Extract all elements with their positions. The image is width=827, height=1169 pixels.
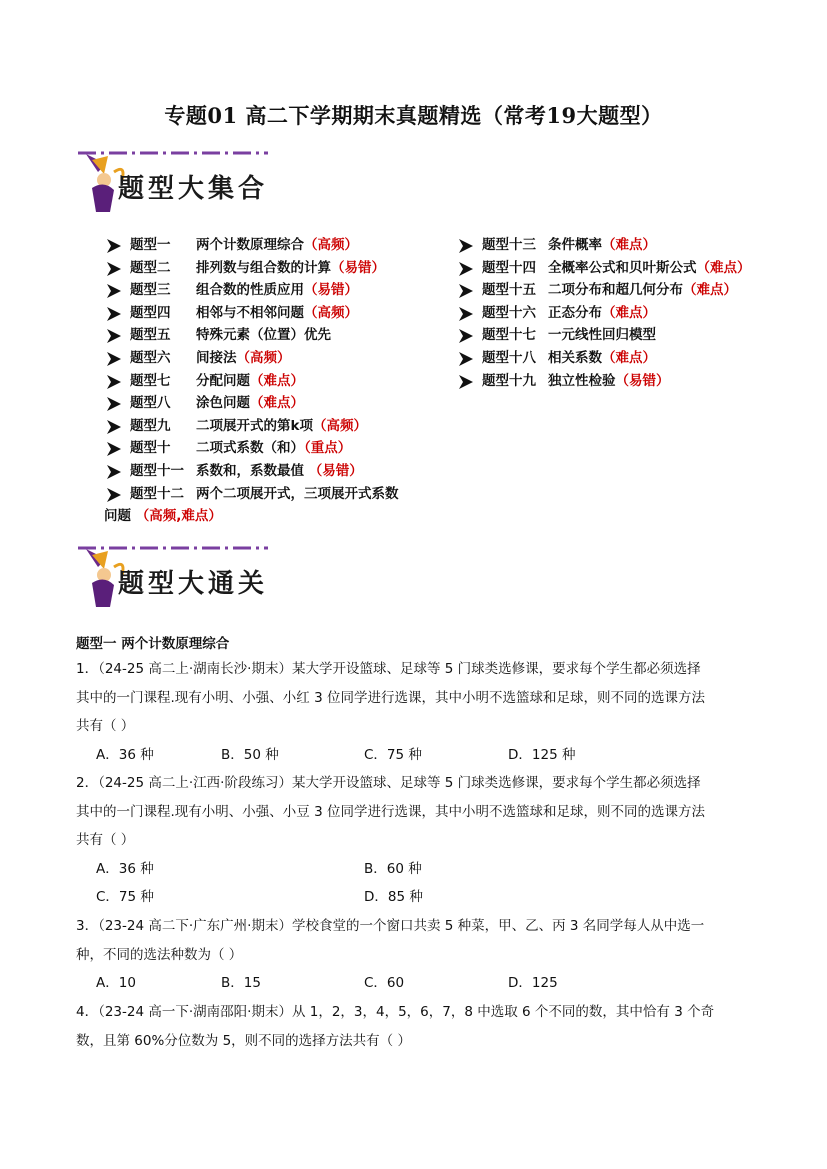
toc-item-number: 题型十七 — [482, 327, 536, 344]
arrowhead-bullet-icon — [106, 464, 122, 480]
toc-item-tag: （重点） — [304, 440, 352, 457]
arrowhead-bullet-icon — [106, 283, 122, 299]
toc-item-name: 两个二项展开式，三项展开式系数 — [196, 485, 399, 502]
question-text: 3．（23-24 高二下·广东广州·期末）学校食堂的一个窗口共卖 5 种菜，甲、乙、丙 3 名同学每人从中选一 — [76, 918, 705, 934]
toc-item-name: 二项分布和超几何分布 — [548, 282, 683, 299]
question-text: 共有（ ） — [76, 718, 135, 734]
toc-item-number: 题型七 — [130, 372, 171, 389]
option-c: C．60 — [364, 975, 405, 991]
toc-item-tag: （难点） — [696, 259, 751, 276]
section-heading: 题型一 两个计数原理综合 — [76, 636, 230, 652]
question-text: 1．（24-25 高二上·湖南长沙·期末）某大学开设篮球、足球等 5 门球类选修课，要求每个学生都必须选择 — [76, 661, 701, 677]
toc-item-number: 题型十六 — [482, 304, 536, 321]
toc-item-name: 间接法 — [196, 349, 237, 366]
options-row — [76, 741, 756, 770]
option-a: A．36 种 — [96, 746, 154, 763]
question-2 — [76, 769, 756, 912]
toc-item-name: 二项式系数（和） — [196, 440, 304, 457]
toc-item-tag: （难点） — [250, 395, 304, 412]
toc-item-tag: （难点） — [602, 349, 656, 366]
question-text: 4．（23-24 高一下·湖南邵阳·期末）从 1，2，3，4，5，6，7，8 中选取 6 个不同的数，其中恰有 3 个奇 — [76, 1004, 715, 1020]
question-text: 共有（ ） — [76, 832, 135, 848]
toc-right-column — [456, 234, 751, 392]
toc-item-number: 题型六 — [130, 349, 171, 366]
toc-item-name: 全概率公式和贝叶斯公式 — [548, 259, 697, 276]
toc-item-tag: （难点） — [683, 282, 737, 299]
toc-item — [456, 370, 751, 393]
banner-title: 题型大通关 — [118, 569, 269, 599]
section-banner-collection — [78, 150, 308, 218]
toc-item-name: 相关系数 — [548, 349, 602, 366]
toc-item-name: 二项展开式的第k项 — [196, 417, 313, 434]
toc-item — [456, 234, 751, 257]
toc-item-tag: （易错） — [304, 462, 363, 479]
toc-item — [104, 483, 399, 506]
toc-item-tag: （高频） — [304, 304, 358, 321]
arrowhead-bullet-icon — [106, 328, 122, 344]
question-text: 数，且第 60%分位数为 5，则不同的选择方法共有（ ） — [76, 1032, 411, 1049]
option-d: D．125 — [508, 975, 558, 991]
arrowhead-bullet-icon — [106, 351, 122, 367]
toc-item-number: 题型四 — [130, 304, 171, 321]
toc-item — [456, 279, 751, 302]
banner-divider — [78, 150, 268, 156]
arrowhead-bullet-icon — [106, 238, 122, 254]
options-row — [76, 969, 756, 998]
toc-item — [104, 279, 399, 302]
toc-item-tag: （易错） — [304, 282, 358, 299]
option-c: C．75 种 — [96, 889, 154, 905]
toc-item — [104, 460, 399, 483]
toc-item-name: 分配问题 — [196, 372, 250, 389]
options-row — [76, 855, 756, 884]
toc-item-tag: （难点） — [602, 237, 656, 253]
arrowhead-bullet-icon — [458, 238, 474, 254]
toc-item-name: 一元线性回归模型 — [548, 327, 656, 344]
toc-item-number: 题型十五 — [482, 282, 536, 299]
toc-item-number: 题型十九 — [482, 372, 536, 389]
toc-left-column — [104, 234, 399, 528]
question-4 — [76, 998, 756, 1055]
toc-item-number: 题型十八 — [482, 349, 536, 366]
toc-item — [456, 324, 751, 347]
toc-item-name: 正态分布 — [548, 304, 602, 321]
toc-item-number: 题型五 — [130, 327, 171, 344]
toc-item-name: 系数和，系数最值 — [196, 462, 304, 479]
arrowhead-bullet-icon — [458, 328, 474, 344]
arrowhead-bullet-icon — [106, 396, 122, 412]
arrowhead-bullet-icon — [106, 374, 122, 390]
toc-item-number: 题型十四 — [482, 259, 536, 276]
option-d: D．125 种 — [508, 746, 576, 763]
toc-item-tag: （易错） — [331, 259, 385, 276]
option-a: A．10 — [96, 975, 136, 991]
toc-item-tag: （高频） — [312, 417, 367, 434]
toc-item — [104, 302, 399, 325]
arrowhead-bullet-icon — [458, 283, 474, 299]
page-title: 专题01 高二下学期期末真题精选（常考19大题型） — [164, 103, 663, 128]
question-text: 种，不同的选法种数为（ ） — [76, 946, 243, 963]
toc-item-name: 相邻与不相邻问题 — [196, 304, 304, 321]
arrowhead-bullet-icon — [106, 419, 122, 435]
question-3 — [76, 912, 756, 998]
arrowhead-bullet-icon — [106, 261, 122, 277]
arrowhead-bullet-icon — [458, 306, 474, 322]
toc-item-tag: （难点） — [602, 304, 656, 321]
toc-item-number: 题型十一 — [130, 462, 184, 479]
toc-item — [104, 392, 399, 415]
toc-item-tag: （高频,难点） — [131, 508, 222, 525]
option-d: D．85 种 — [364, 889, 423, 905]
toc-item-name: 组合数的性质应用 — [196, 282, 304, 299]
toc-item-name: 特殊元素（位置）优先 — [196, 327, 331, 344]
toc-item-number: 题型八 — [130, 395, 171, 412]
toc-item — [456, 257, 751, 280]
toc-item — [456, 302, 751, 325]
toc-item-name: 条件概率 — [548, 237, 602, 253]
section-banner-practice — [78, 545, 308, 613]
options-row — [76, 883, 756, 912]
toc-item-number: 题型十二 — [130, 485, 184, 502]
option-c: C．75 种 — [364, 746, 422, 763]
toc-item — [104, 234, 399, 257]
toc-item-continuation — [104, 505, 399, 528]
toc-item-number: 题型十 — [130, 440, 171, 457]
question-text: 其中的一门课程.现有小明、小强、小红 3 位同学进行选课，其中小明不选篮球和足球，则不同的选课方法 — [76, 689, 705, 706]
toc-item-tag: （易错） — [615, 372, 670, 389]
question-text: 其中的一门课程.现有小明、小强、小豆 3 位同学进行选课，其中小明不选篮球和足球，则不同的选课方法 — [76, 803, 705, 820]
toc-item — [456, 347, 751, 370]
toc-item-name: 问题 — [104, 508, 131, 525]
arrowhead-bullet-icon — [458, 374, 474, 390]
toc-item-number: 题型三 — [130, 282, 171, 299]
arrowhead-bullet-icon — [458, 261, 474, 277]
question-1 — [76, 655, 756, 769]
arrowhead-bullet-icon — [458, 351, 474, 367]
toc-item — [104, 257, 399, 280]
toc-item-tag: （难点） — [250, 372, 304, 389]
toc-item-tag: （高频） — [236, 349, 291, 366]
toc-item-number: 题型一 — [130, 237, 171, 253]
toc-item-name: 独立性检验 — [548, 372, 616, 389]
option-b: B．50 种 — [221, 746, 279, 763]
toc-item-name: 两个计数原理综合 — [196, 237, 304, 253]
question-text: 2．（24-25 高二上·江西·阶段练习）某大学开设篮球、足球等 5 门球类选修课，要求每个学生都必须选择 — [76, 775, 701, 791]
toc-item-name: 涂色问题 — [196, 395, 250, 412]
banner-title: 题型大集合 — [118, 174, 269, 204]
arrowhead-bullet-icon — [106, 441, 122, 457]
toc-item-name: 排列数与组合数的计算 — [196, 259, 331, 276]
arrowhead-bullet-icon — [106, 306, 122, 322]
toc-item — [104, 347, 399, 370]
toc-item-tag: （高频） — [304, 237, 358, 253]
toc-item-number: 题型二 — [130, 259, 171, 276]
banner-divider — [78, 545, 268, 551]
toc-item — [104, 370, 399, 393]
option-b: B．60 种 — [364, 860, 422, 877]
arrowhead-bullet-icon — [106, 487, 122, 503]
option-b: B．15 — [221, 975, 261, 991]
option-a: A．36 种 — [96, 860, 154, 877]
toc-item-number: 题型十三 — [482, 237, 536, 253]
toc-item — [104, 415, 399, 438]
toc-item — [104, 437, 399, 460]
toc-item — [104, 324, 399, 347]
toc-item-number: 题型九 — [130, 417, 171, 434]
